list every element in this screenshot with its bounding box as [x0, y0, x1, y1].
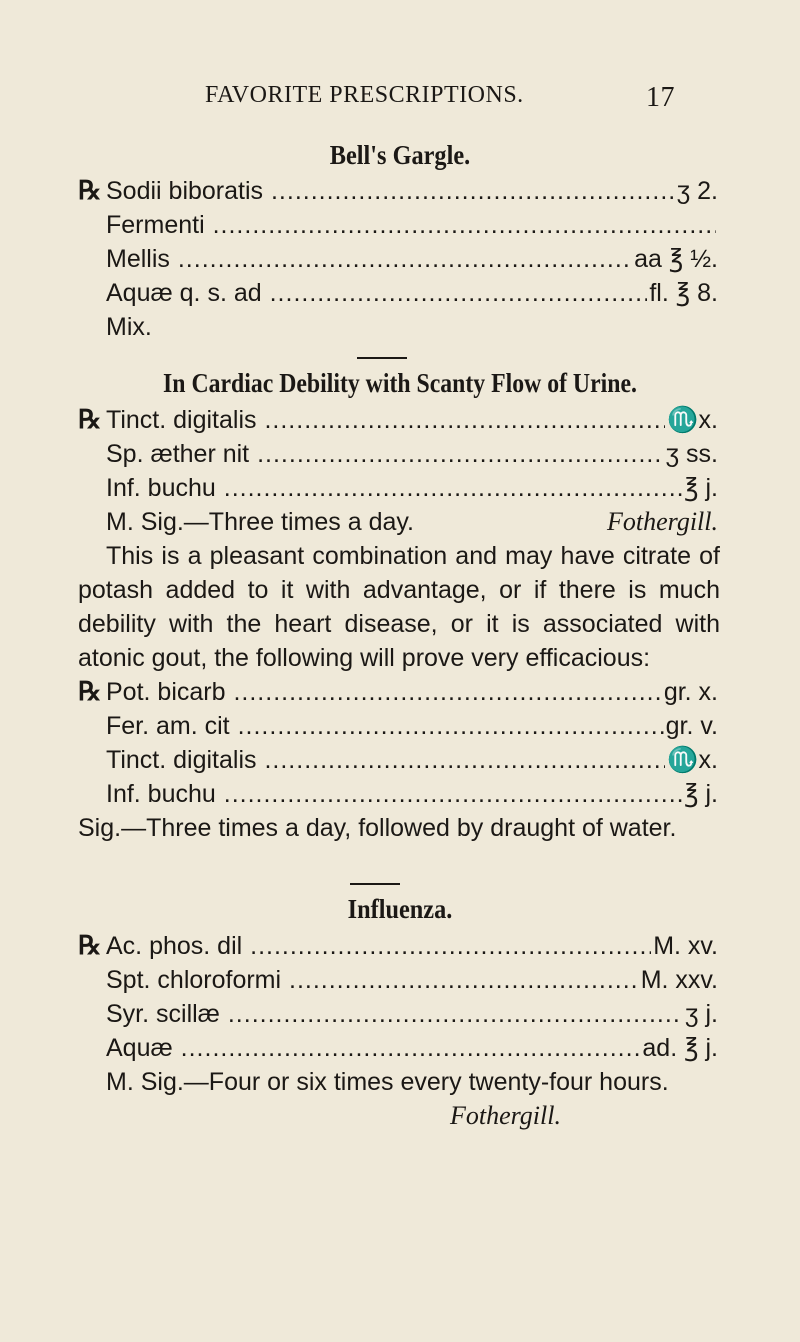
- section-title-influenza: Influenza.: [347, 894, 453, 924]
- drug-name: Fer. am. cit: [106, 712, 230, 740]
- drug-name: Fermenti: [106, 211, 205, 239]
- drug-dose: ʒ ss.: [665, 440, 718, 468]
- running-title: FAVORITE PRESCRIPTIONS.: [205, 82, 524, 108]
- prescription-line: [78, 437, 718, 471]
- drug-dose: M. xxv.: [640, 966, 718, 994]
- drug-name: Spt. chloroformi: [106, 966, 282, 994]
- author-attribution: Fothergill.: [607, 507, 718, 536]
- signature-line: [78, 505, 718, 539]
- author-line: [450, 1099, 700, 1133]
- section-divider: [357, 357, 407, 359]
- drug-dose: fl. ℥ 8.: [649, 279, 718, 307]
- drug-name: Tinct. digitalis: [106, 406, 257, 434]
- prescription-line: [78, 276, 718, 310]
- recipe-symbol: ℞: [78, 176, 102, 205]
- section-title-cardiac-debility: In Cardiac Debility with Scanty Flow of Urine.: [163, 368, 637, 398]
- prescription-line: [78, 174, 718, 208]
- section-title-bells-gargle: Bell's Gargle.: [329, 140, 471, 170]
- sig-instructions: M. Sig.—Three times a day.: [106, 508, 414, 536]
- drug-dose: gr. v.: [665, 712, 718, 740]
- sig-instructions: M. Sig.—Four or six times every twenty-four hours.: [106, 1068, 669, 1096]
- prescription-line: [78, 997, 718, 1031]
- drug-dose: M. xv.: [653, 932, 718, 960]
- drug-dose: ℥ j.: [684, 474, 718, 502]
- author-attribution: Fothergill.: [450, 1101, 561, 1130]
- drug-name: Ac. phos. dil: [106, 932, 243, 960]
- drug-name: Inf. buchu: [106, 474, 216, 502]
- section-divider: [350, 883, 400, 885]
- prescription-line: [78, 777, 718, 811]
- prescription-line: [78, 403, 718, 437]
- prescription-line: [78, 963, 718, 997]
- page-number: 17: [646, 82, 675, 113]
- prescription-mix: Mix.: [106, 313, 152, 341]
- drug-name: Syr. scillæ: [106, 1000, 220, 1028]
- prescription-line: [78, 675, 718, 709]
- prescription-line: [78, 208, 718, 242]
- prescription-line: [78, 1031, 718, 1065]
- drug-dose: aa ℥ ½.: [634, 245, 718, 273]
- prescription-line: [78, 743, 718, 777]
- drug-dose: ʒ 2.: [676, 177, 718, 205]
- prescription-line: [78, 709, 718, 743]
- prescription-line: [78, 929, 718, 963]
- drug-name: Sp. æther nit: [106, 440, 250, 468]
- drug-dose: ℥ j.: [684, 780, 718, 808]
- drug-name: Tinct. digitalis: [106, 746, 257, 774]
- recipe-symbol: ℞: [78, 931, 102, 960]
- drug-name: Sodii biboratis: [106, 177, 264, 205]
- recipe-symbol: ℞: [78, 405, 102, 434]
- drug-name: Aquæ: [106, 1034, 173, 1062]
- prescription-line: [78, 471, 718, 505]
- drug-name: Inf. buchu: [106, 780, 216, 808]
- drug-dose: ad. ℥ j.: [642, 1034, 718, 1062]
- drug-dose: gr. x.: [663, 678, 718, 706]
- running-header: [205, 82, 675, 113]
- drug-name: Pot. bicarb: [106, 678, 226, 706]
- prescription-line: [78, 242, 718, 276]
- sig-instructions-2: Sig.—Three times a day, followed by draught of water.: [78, 814, 677, 842]
- drug-dose: ʒ j.: [684, 1000, 718, 1028]
- drug-dose: ♏x.: [667, 746, 718, 774]
- commentary-paragraph: This is a pleasant combination and may have citrate of potash added to it with advantage, or if there is much debility with the heart disease, or it is associated with atonic gout, the following will prove very efficacious:: [78, 542, 720, 672]
- recipe-symbol: ℞: [78, 677, 102, 706]
- drug-name: Aquæ q. s. ad: [106, 279, 262, 307]
- drug-dose: ♏x.: [667, 406, 718, 434]
- drug-name: Mellis: [106, 245, 170, 273]
